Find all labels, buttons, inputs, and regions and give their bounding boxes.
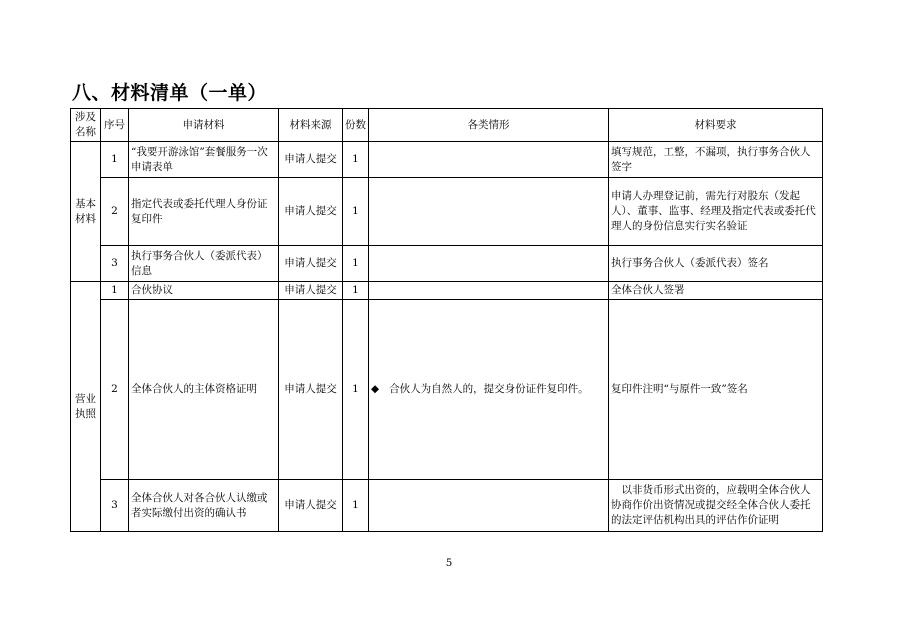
row-number: 2 (101, 300, 129, 480)
diamond-bullet-icon: ◆ (371, 383, 380, 395)
material-source: 申请人提交 (279, 480, 343, 532)
material-situation (369, 178, 609, 246)
table-row (71, 142, 823, 178)
row-number: 1 (101, 282, 129, 300)
table-row (71, 480, 823, 532)
material-copies: 1 (343, 300, 369, 480)
material-situation (369, 246, 609, 282)
group-name-basic: 基本材料 (71, 142, 101, 282)
page-number: 5 (445, 558, 453, 569)
material-source: 申请人提交 (279, 178, 343, 246)
material-requirement: 以非货币形式出资的，应载明全体合伙人协商作价出资情况或提交经全体合伙人委托的法定评估机构出具的评估作价证明 (609, 480, 823, 532)
material-copies: 1 (343, 480, 369, 532)
material-situation (369, 300, 609, 480)
header-category: 涉及名称 (71, 109, 101, 142)
header-situation: 各类情形 (369, 109, 609, 142)
header-material: 申请材料 (129, 109, 279, 142)
table-row (71, 246, 823, 282)
material-situation (369, 142, 609, 178)
header-requirement: 材料要求 (609, 109, 823, 142)
materials-table (70, 108, 823, 532)
material-requirement: 填写规范，工整，不漏项，执行事务合伙人签字 (609, 142, 823, 178)
section-title: 八、材料清单（一单） (72, 82, 268, 104)
material-source: 申请人提交 (279, 282, 343, 300)
table-row (71, 282, 823, 300)
material-name: 全体合伙人的主体资格证明 (129, 300, 279, 480)
material-name: “我要开游泳馆”套餐服务一次申请表单 (129, 142, 279, 178)
header-number: 序号 (101, 109, 129, 142)
situation-text: 合伙人为自然人的，提交身份证件复印件。 (389, 383, 589, 395)
material-requirement: 复印件注明“与原件一致”签名 (609, 300, 823, 480)
material-copies: 1 (343, 142, 369, 178)
material-requirement: 申请人办理登记前，需先行对股东（发起人）、董事、监事、经理及指定代表或委托代理人的身份信息实行实名验证 (609, 178, 823, 246)
material-requirement: 执行事务合伙人（委派代表）签名 (609, 246, 823, 282)
row-number: 1 (101, 142, 129, 178)
table-row (71, 178, 823, 246)
material-source: 申请人提交 (279, 142, 343, 178)
table-row (71, 300, 823, 480)
material-name: 执行事务合伙人（委派代表）信息 (129, 246, 279, 282)
material-situation (369, 480, 609, 532)
header-copies: 份数 (343, 109, 369, 142)
header-source: 材料来源 (279, 109, 343, 142)
material-copies: 1 (343, 246, 369, 282)
row-number: 3 (101, 246, 129, 282)
material-name: 指定代表或委托代理人身份证复印件 (129, 178, 279, 246)
material-requirement: 全体合伙人签署 (609, 282, 823, 300)
material-copies: 1 (343, 178, 369, 246)
material-source: 申请人提交 (279, 300, 343, 480)
table-header-row (71, 109, 823, 142)
material-situation (369, 282, 609, 300)
material-name: 合伙协议 (129, 282, 279, 300)
group-name-license: 营业执照 (71, 282, 101, 532)
material-copies: 1 (343, 282, 369, 300)
material-source: 申请人提交 (279, 246, 343, 282)
row-number: 3 (101, 480, 129, 532)
material-name: 全体合伙人对各合伙人认缴或者实际缴付出资的确认书 (129, 480, 279, 532)
row-number: 2 (101, 178, 129, 246)
